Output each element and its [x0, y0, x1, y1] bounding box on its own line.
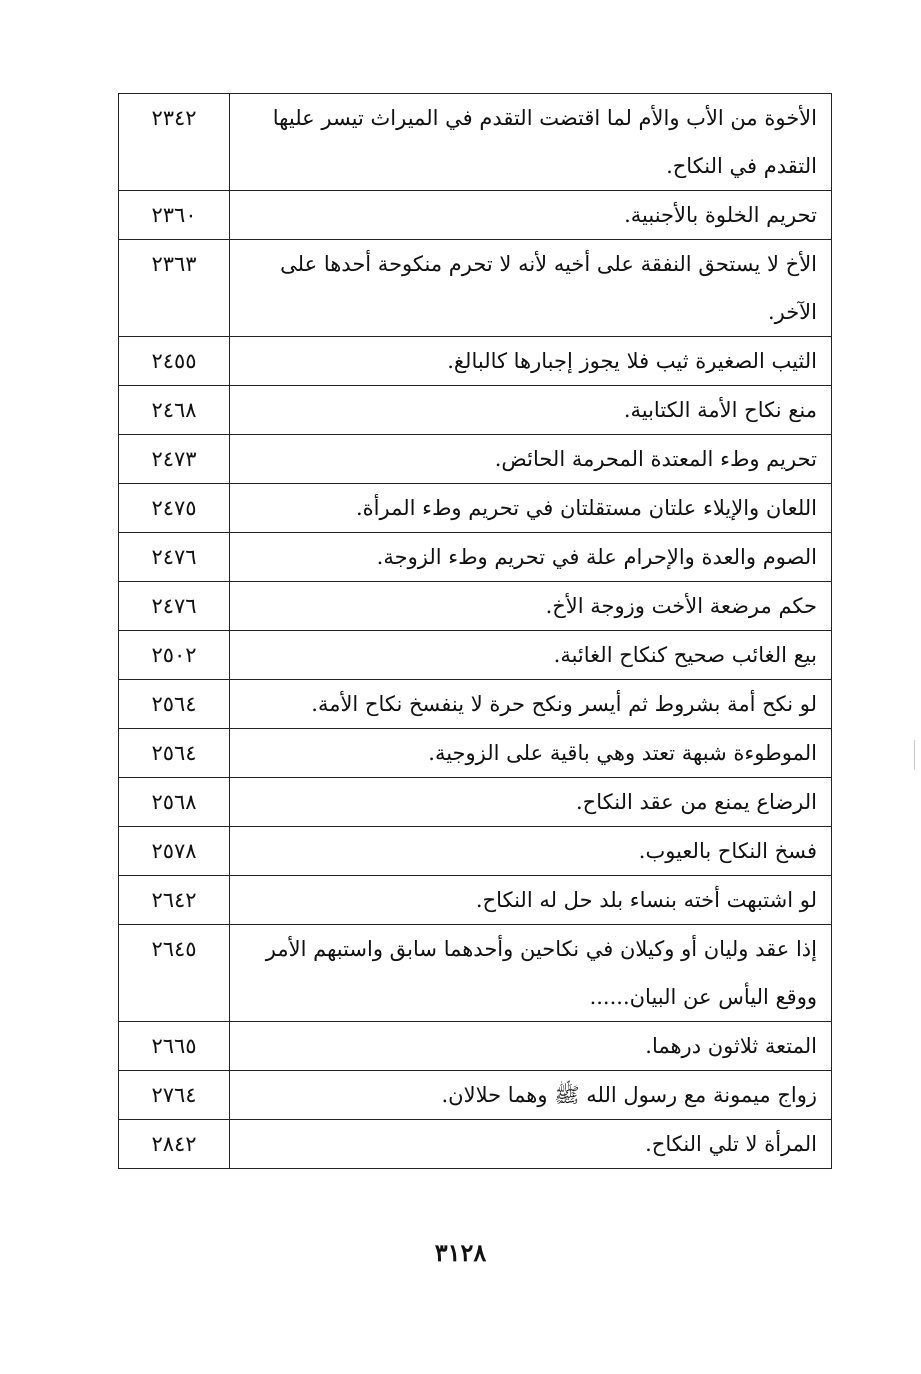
topic-cell: لو اشتبهت أخته بنساء بلد حل له النكاح.	[230, 876, 832, 925]
table-row	[119, 1022, 832, 1071]
page-ref-cell: ٢٤٥٥	[119, 337, 230, 386]
table-row	[119, 876, 832, 925]
topic-cell: زواج ميمونة مع رسول الله ﷺ وهما حلالان.	[230, 1071, 832, 1120]
table-row	[119, 1120, 832, 1169]
topic-cell: اللعان والإيلاء علتان مستقلتان في تحريم وطء المرأة.	[230, 484, 832, 533]
page-ref-cell: ٢٣٦٣	[119, 240, 230, 337]
page-ref-cell: ٢٦٤٥	[119, 925, 230, 1022]
table-row	[119, 94, 832, 191]
table-row	[119, 582, 832, 631]
table-row	[119, 729, 832, 778]
table-row	[119, 631, 832, 680]
page-ref-cell: ٢٤٧٦	[119, 582, 230, 631]
topic-cell: تحريم الخلوة بالأجنبية.	[230, 191, 832, 240]
page-edge-mark	[914, 740, 915, 770]
topic-cell: بيع الغائب صحيح كنكاح الغائبة.	[230, 631, 832, 680]
topic-cell: حكم مرضعة الأخت وزوجة الأخ.	[230, 582, 832, 631]
table-row	[119, 191, 832, 240]
topic-cell: فسخ النكاح بالعيوب.	[230, 827, 832, 876]
topic-cell: الموطوءة شبهة تعتد وهي باقية على الزوجية.	[230, 729, 832, 778]
page-ref-cell: ٢٥٦٤	[119, 729, 230, 778]
table-row	[119, 484, 832, 533]
table-row	[119, 435, 832, 484]
table-row	[119, 827, 832, 876]
page-ref-cell: ٢٣٤٢	[119, 94, 230, 191]
table-row	[119, 386, 832, 435]
page-ref-cell: ٢٥٦٨	[119, 778, 230, 827]
topic-cell: الأخوة من الأب والأم لما اقتضت التقدم في الميراث تيسر عليها التقدم في النكاح.	[230, 94, 832, 191]
page-ref-cell: ٢٧٦٤	[119, 1071, 230, 1120]
topic-cell: الثيب الصغيرة ثيب فلا يجوز إجبارها كالبالغ.	[230, 337, 832, 386]
page-ref-cell: ٢٥٦٤	[119, 680, 230, 729]
page-ref-cell: ٢٥٧٨	[119, 827, 230, 876]
topic-cell: منع نكاح الأمة الكتابية.	[230, 386, 832, 435]
page-ref-cell: ٢٦٦٥	[119, 1022, 230, 1071]
page-ref-cell: ٢٤٧٦	[119, 533, 230, 582]
page-ref-cell: ٢٦٤٢	[119, 876, 230, 925]
topic-cell: الرضاع يمنع من عقد النكاح.	[230, 778, 832, 827]
table-row	[119, 680, 832, 729]
topic-cell: تحريم وطء المعتدة المحرمة الحائض.	[230, 435, 832, 484]
table-row	[119, 925, 832, 1022]
index-table	[118, 93, 832, 1169]
index-table-body	[119, 94, 832, 1169]
table-row	[119, 1071, 832, 1120]
page-ref-cell: ٢٣٦٠	[119, 191, 230, 240]
table-row	[119, 533, 832, 582]
topic-cell: إذا عقد وليان أو وكيلان في نكاحين وأحدهما سابق واستبهم الأمر ووقع اليأس عن البيان......	[230, 925, 832, 1022]
page-ref-cell: ٢٥٠٢	[119, 631, 230, 680]
page-number: ٣١٢٨	[434, 1238, 487, 1267]
topic-cell: الأخ لا يستحق النفقة على أخيه لأنه لا تحرم منكوحة أحدها على الآخر.	[230, 240, 832, 337]
page-ref-cell: ٢٤٧٣	[119, 435, 230, 484]
page-ref-cell: ٢٤٦٨	[119, 386, 230, 435]
topic-cell: المرأة لا تلي النكاح.	[230, 1120, 832, 1169]
page-ref-cell: ٢٤٧٥	[119, 484, 230, 533]
table-row	[119, 240, 832, 337]
page-ref-cell: ٢٨٤٢	[119, 1120, 230, 1169]
topic-cell: الصوم والعدة والإحرام علة في تحريم وطء الزوجة.	[230, 533, 832, 582]
table-row	[119, 778, 832, 827]
topic-cell: لو نكح أمة بشروط ثم أيسر ونكح حرة لا ينفسخ نكاح الأمة.	[230, 680, 832, 729]
table-row	[119, 337, 832, 386]
topic-cell: المتعة ثلاثون درهما.	[230, 1022, 832, 1071]
